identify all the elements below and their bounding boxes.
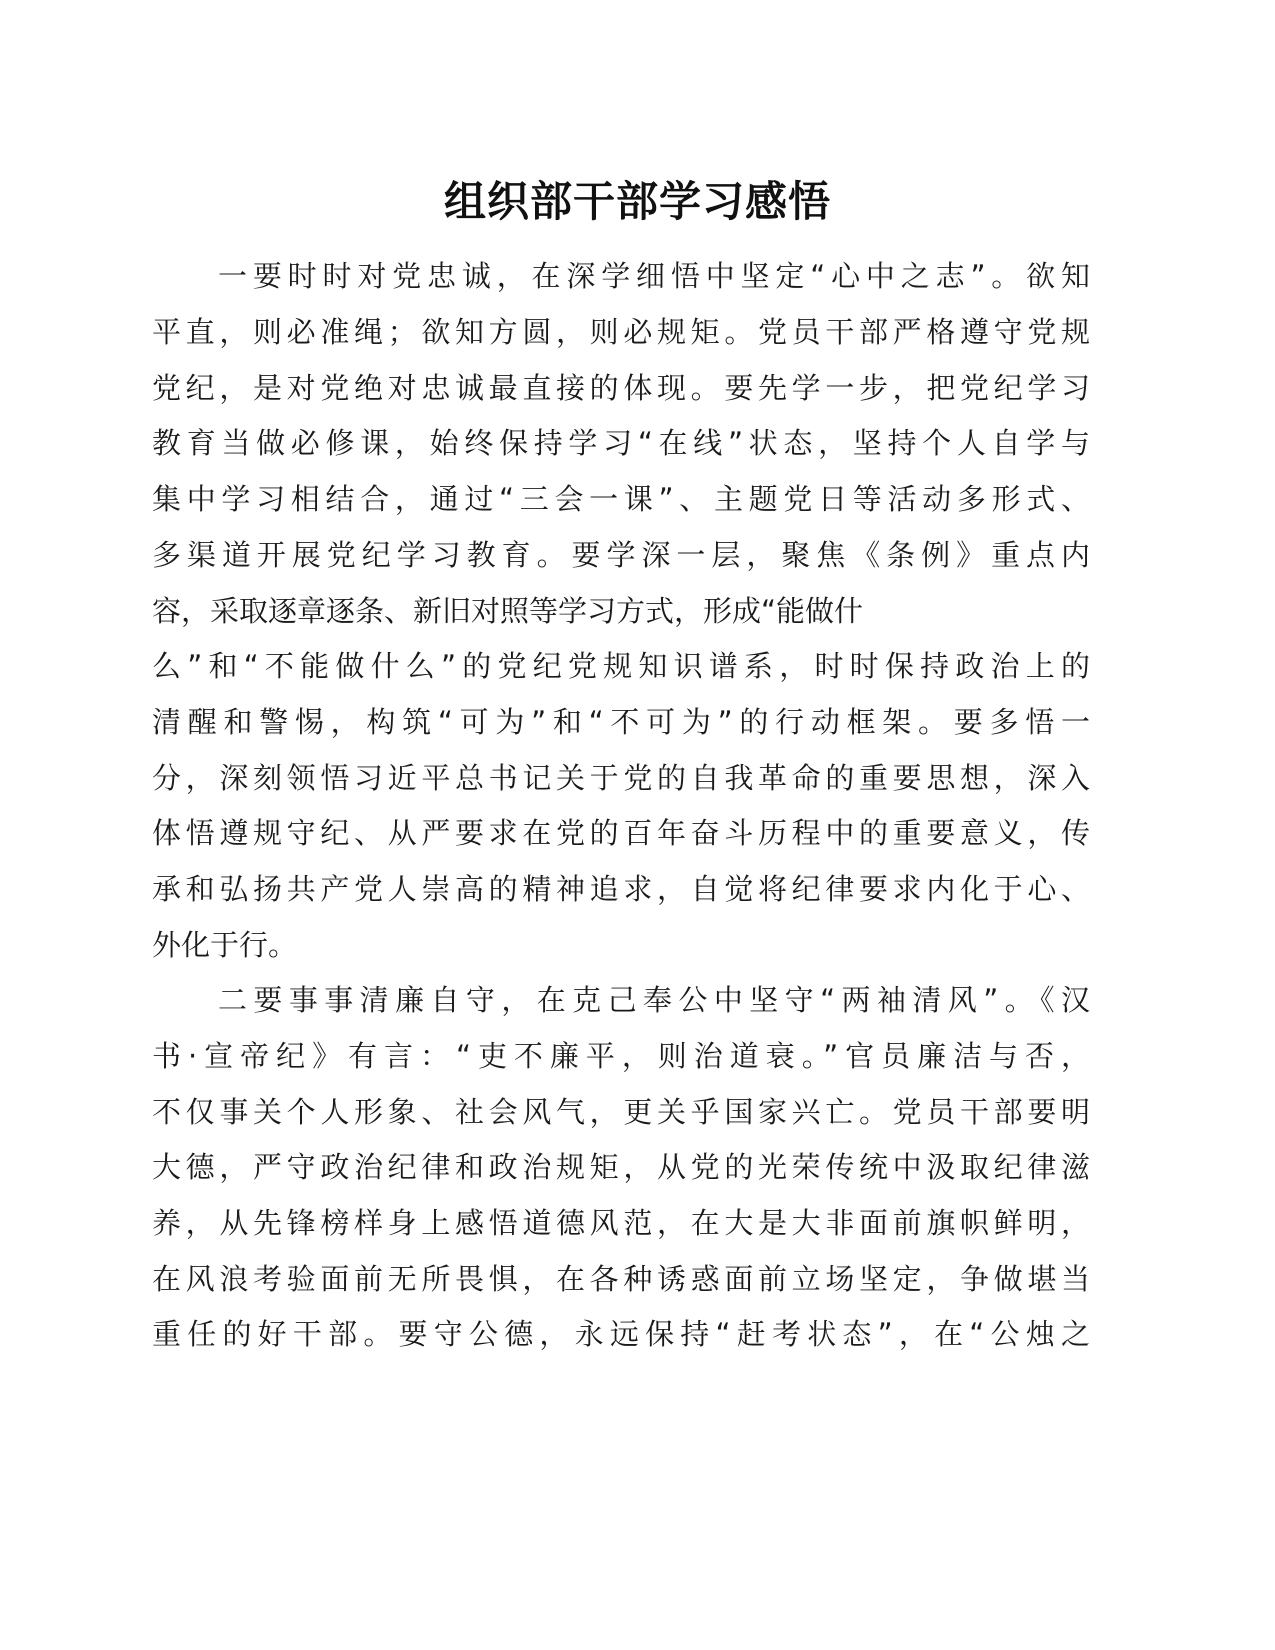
paragraph-2-line: 二要事事清廉自守，在克己奉公中坚守“两袖清风”。《汉 xyxy=(218,983,1090,1017)
paragraph-1-line: 容，采取逐章逐条、新旧对照等学习方式，形成“能做什 xyxy=(152,594,864,628)
paragraph-1-line: 教育当做必修课，始终保持学习“在线”状态，坚持个人自学与 xyxy=(152,426,1090,460)
paragraph-1-line: 么”和“不能做什么”的党纪党规知识谱系，时时保持政治上的 xyxy=(152,649,1090,683)
paragraph-1-line: 党纪，是对党绝对忠诚最直接的体现。要先学一步，把党纪学习 xyxy=(152,371,1090,405)
paragraph-1-line: 平直，则必准绳；欲知方圆，则必规矩。党员干部严格遵守党规 xyxy=(152,315,1090,349)
document-title: 组织部干部学习感悟 xyxy=(443,177,831,226)
paragraph-2-line: 不仅事关个人形象、社会风气，更关乎国家兴亡。党员干部要明 xyxy=(152,1095,1090,1129)
paragraph-2-line: 养，从先锋榜样身上感悟道德风范，在大是大非面前旗帜鲜明， xyxy=(152,1206,1090,1240)
paragraph-1-line: 分，深刻领悟习近平总书记关于党的自我革命的重要思想，深入 xyxy=(152,761,1090,795)
paragraph-2-line: 书·宣帝纪》有言：“吏不廉平，则治道衰。”官员廉洁与否， xyxy=(152,1039,1090,1073)
paragraph-1-line: 一要时时对党忠诚，在深学细悟中坚定“心中之志”。欲知 xyxy=(218,259,1090,293)
paragraph-1-line: 承和弘扬共产党人崇高的精神追求，自觉将纪律要求内化于心、 xyxy=(152,872,1090,906)
paragraph-1-line: 多渠道开展党纪学习教育。要学深一层，聚焦《条例》重点内 xyxy=(152,538,1090,572)
paragraph-2-line: 重任的好干部。要守公德，永远保持“赶考状态”，在“公烛之 xyxy=(152,1317,1090,1351)
paragraph-1-line: 体悟遵规守纪、从严要求在党的百年奋斗历程中的重要意义，传 xyxy=(152,816,1090,850)
paragraph-1-line: 外化于行。 xyxy=(152,928,298,962)
paragraph-1-line: 集中学习相结合，通过“三会一课”、主题党日等活动多形式、 xyxy=(152,482,1090,516)
paragraph-2-line: 大德，严守政治纪律和政治规矩，从党的光荣传统中汲取纪律滋 xyxy=(152,1150,1090,1184)
paragraph-1-line: 清醒和警惕，构筑“可为”和“不可为”的行动框架。要多悟一 xyxy=(152,705,1090,739)
paragraph-2-line: 在风浪考验面前无所畏惧，在各种诱惑面前立场坚定，争做堪当 xyxy=(152,1262,1090,1296)
